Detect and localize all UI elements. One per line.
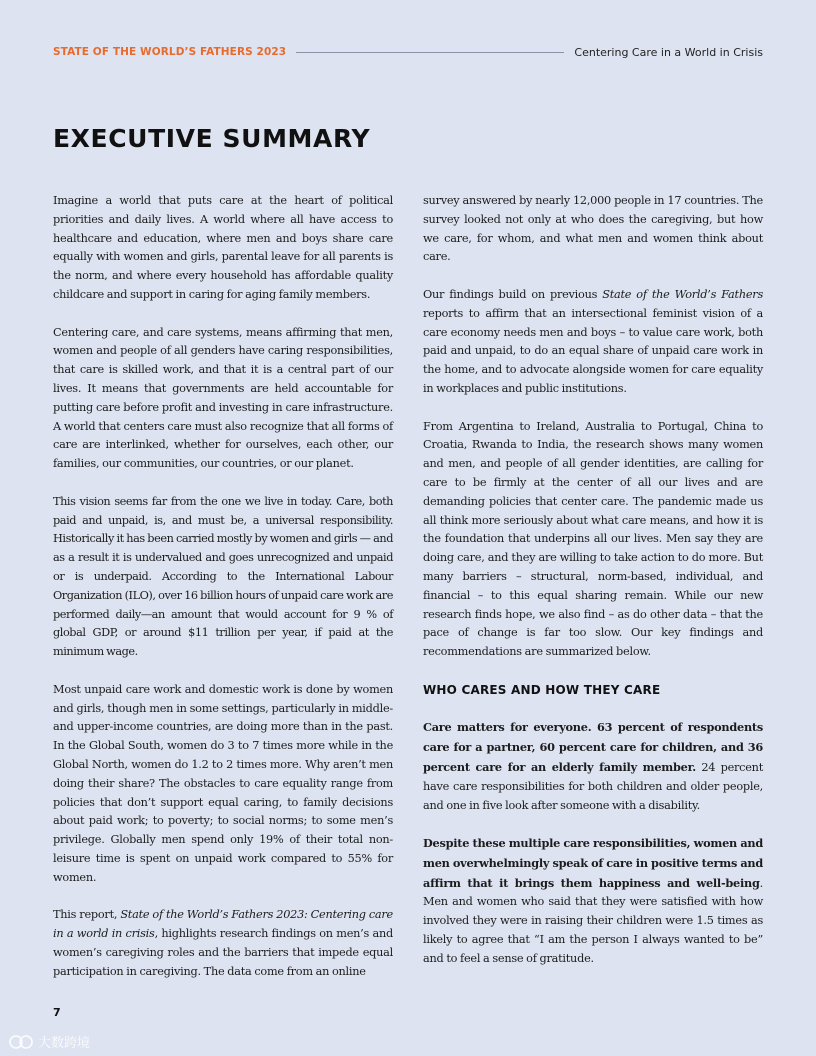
left-column [53,192,393,1000]
header-divider [296,52,564,53]
paragraph [423,286,763,399]
text-run: 24 percent have care responsibilities for both children and older people, and one in five look after someone with a disability. [423,760,764,812]
text-run: This report, [53,908,121,922]
key-finding-bold: Care matters for everyone. 63 percent of respondents care for a partner, 60 percent care for children, and 36 percent care for an elderly family member. [423,720,763,774]
page-header [53,44,763,60]
report-title-italic: State of the World’s Fathers [602,287,763,301]
paragraph: Imagine a world that puts care at the heart of political priorities and daily lives. A world where all have access to healthcare and education, where men and boys share care equally with women and girls, parental leave for all parents is the norm, and where every household has affordable quality childcare and support in caring for aging family members. [53,194,393,301]
logo-icon [8,1034,34,1050]
report-subtitle-header: Centering Care in a World in Crisis [574,45,763,59]
watermark [8,1032,90,1051]
paragraph [423,718,763,815]
watermark-text: 大数跨境 [38,1036,91,1051]
page-title: EXECUTIVE SUMMARY [53,124,371,153]
text-run: . Men and women who said that they were satisfied with how involved they were in raising their children were 1.5 times as likely to agree that “I am the person I always wanted to be” and to feel a sense of gratitude. [423,876,763,965]
key-finding-bold: Despite these multiple care responsibilities, women and men overwhelmingly speak of care in positive terms and affirm that it brings them happiness and well-being [423,836,763,890]
paragraph: survey answered by nearly 12,000 people in 17 countries. The survey looked not only at who does the caregiving, but how we care, for whom, and what men and women think about care. [423,194,763,264]
paragraph [53,906,393,981]
paragraph [423,834,763,969]
report-title-header: STATE OF THE WORLD’S FATHERS 2023 [53,46,287,58]
text-run: Our findings build on previous [423,287,603,301]
paragraph: Centering care, and care systems, means affirming that men, women and people of all genders have caring responsibilities, that care is skilled work, and that it is a central part of our lives. It means that governments are held accountable for putting care before profit and investing in care infrastructure. A world that centers care must also recognize that all forms of care are interlinked, whether for ourselves, each other, our families, our communities, our countries, or our planet. [53,325,393,471]
paragraph: This vision seems far from the one we live in today. Care, both paid and unpaid, is, and must be, a universal responsibility. Historically it has been carried mostly by women and girls — and as a result it is undervalued and goes unrecognized and unpaid or is underpaid. According to the International Labour Organization (ILO), over 16 billion hours of unpaid care work are performed daily—an amount that would account for 9 % of global GDP, or around $11 trillion per year, if paid at the minimum wage. [53,494,393,659]
paragraph: From Argentina to Ireland, Australia to Portugal, China to Croatia, Rwanda to India, the research shows many women and men, and people of all gender identities, are calling for care to be firmly at the center of all our lives and are demanding policies that center care. The pandemic made us all think more seriously about what care means, and how it is the foundation that underpins all our lives. Men say they are doing care, and they are willing to take action to do more. But many barriers – structural, norm-based, individual, and financial – to this equal sharing remain. While our new research finds hope, we also find – as do other data – that the pace of change is far too slow. Our key findings and recommendations are summarized below. [423,419,763,659]
report-title-italic: State of the World’s Fathers 2023: Centering care in a world in crisis [53,908,393,941]
text-run: , highlights research findings on men’s and women’s caregiving roles and the barriers that impede equal participation in caregiving. The data come from an online [53,927,393,978]
text-run: reports to affirm that an intersectional feminist vision of a care economy needs men and boys – to value care work, both paid and unpaid, to do an equal share of unpaid care work in the home, and to advocate alongside women for care equality in workplaces and public institutions. [423,306,763,395]
section-heading: WHO CARES AND HOW THEY CARE [423,682,661,697]
page-number: 7 [53,1006,61,1019]
paragraph: Most unpaid care work and domestic work is done by women and girls, though men in some settings, particularly in middle- and upper-income countries, are doing more than in the past. In the Global South, women do 3 to 7 times more while in the Global North, women do 1.2 to 2 times more. Why aren’t men doing their share? The obstacles to care equality range from policies that don’t support equal caring, to family decisions about paid work; to poverty; to social norms; to some men’s privilege. Globally men spend only 19% of their total non-leisure time is spent on unpaid work compared to 55% for women. [53,682,393,884]
right-column [423,192,763,987]
